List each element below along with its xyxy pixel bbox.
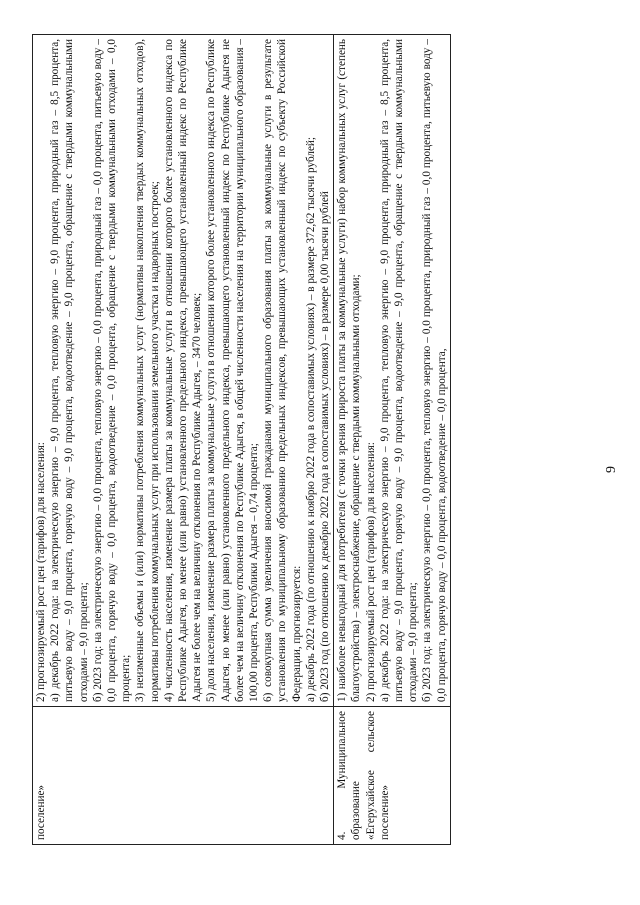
- municipality-name: поселение»: [35, 784, 47, 840]
- text-line: б) 2023 год (по отношению к декабрю 2022 года в сопоставимых условиях) – в размере 0,00 тысячи рублей: [319, 191, 332, 702]
- text-line: а) декабрь 2022 года: на электрическую энергию – 9,0 процента, тепловую энергию – 9,0 процента, природный газ – 8,5 процента, питьевую воду – 9,0 процента, горячую воду – 9,0 процента, водоотведение – 9,0 процента, обращение с твердыми коммунальными отходами – 9,0 процента;: [378, 39, 420, 702]
- municipality-name: Муниципальное образование «Егерухайское сельское поселение»: [336, 711, 391, 840]
- municipality-cell: [33, 707, 334, 845]
- description-cell: [33, 35, 334, 707]
- text-line: а) декабрь 2022 года: на электрическую энергию – 9,0 процента, тепловую энергию – 9,0 процента, природный газ – 8,5 процента, питьевую воду – 9,0 процента, горячую воду – 9,0 процента, водоотведение – 9,0 процента, обращение с твердыми коммунальными отходами – 9,0 процента;: [49, 39, 90, 702]
- municipality-cell: [334, 707, 451, 845]
- text-line: б) 2023 год: на электрическую энергию – 0,0 процента, тепловую энергию – 0,0 процента, природный газ – 0,0 процента, питьевую воду – 0,0 процента, горячую воду – 0,0 процента, водоотведение – 0,0 процента, обращение с твердыми коммунальными отходами – 0,0 процента;: [91, 39, 133, 702]
- table-row: [33, 35, 334, 845]
- description-cell: [334, 35, 451, 707]
- table-row: [334, 35, 451, 845]
- page-number: 9: [604, 466, 619, 473]
- text-line: а) декабрь 2022 года (по отношению к ноябрю 2022 года в сопоставимых условиях) – в размере 372,62 тысячи рублей;: [304, 137, 317, 702]
- text-line: 2) прогнозируемый рост цен (тарифов) для населения:: [364, 442, 377, 702]
- document-table: [32, 34, 451, 845]
- text-line: 2) прогнозируемый рост цен (тарифов) для населения:: [35, 442, 47, 702]
- text-line: б) 2023 год: на электрическую энергию – 0,0 процента, тепловую энергию – 0,0 процента, природный газ – 0,0 процента, питьевую воду – 0,0 процента, горячую воду – 0,0 процента, водоотведение – 0,0 процента,: [421, 39, 448, 702]
- text-line: 3) неизменные объемы и (или) нормативы потребления коммунальных услуг (нормативы накопления твердых коммунальных отходов), нормативы потребления коммунальных услуг при использовании земельного участка и надворных построек;: [134, 39, 161, 702]
- text-line: 5) доля населения, изменение размера платы за коммунальные услуги в отношении которого более установленного индекса по Республике Адыгея, но менее (или равно) установленного предельного индекса, превышающего установленный индекс по Республике Адыгея не более чем на величину отклонения по Республике Адыгея, в общей численности населения на территории муниципального образования – 100,00 процента, Республики Адыгея – 0,74 процента;: [205, 39, 261, 702]
- row-number: 4.: [336, 831, 349, 840]
- text-line: 6) совокупная сумма увеличения вносимой гражданами муниципального образования платы за коммунальные услуги в результате установления по муниципальному образованию предельных индексов, превышающих установленный индекс по субъекту Российской Федерации, прогнозируется:: [262, 39, 303, 702]
- text-line: 1) наиболее невыгодный для потребителя (с точки зрения прироста платы за коммунальные услуги) набор коммунальных услуг (степень благоустройства) – электроснабжение, обращение с твердыми коммунальными отходами;: [336, 39, 363, 702]
- text-line: 4) численность населения, изменение размера платы за коммунальные услуги в отношении которого более установленного индекса по Республике Адыгея, но менее (или равно) установленного предельного индекса, превышающего установленный индекс по Республике Адыгея не более чем на величину отклонения по Республике Адыгея, – 3470 человек;: [162, 39, 204, 702]
